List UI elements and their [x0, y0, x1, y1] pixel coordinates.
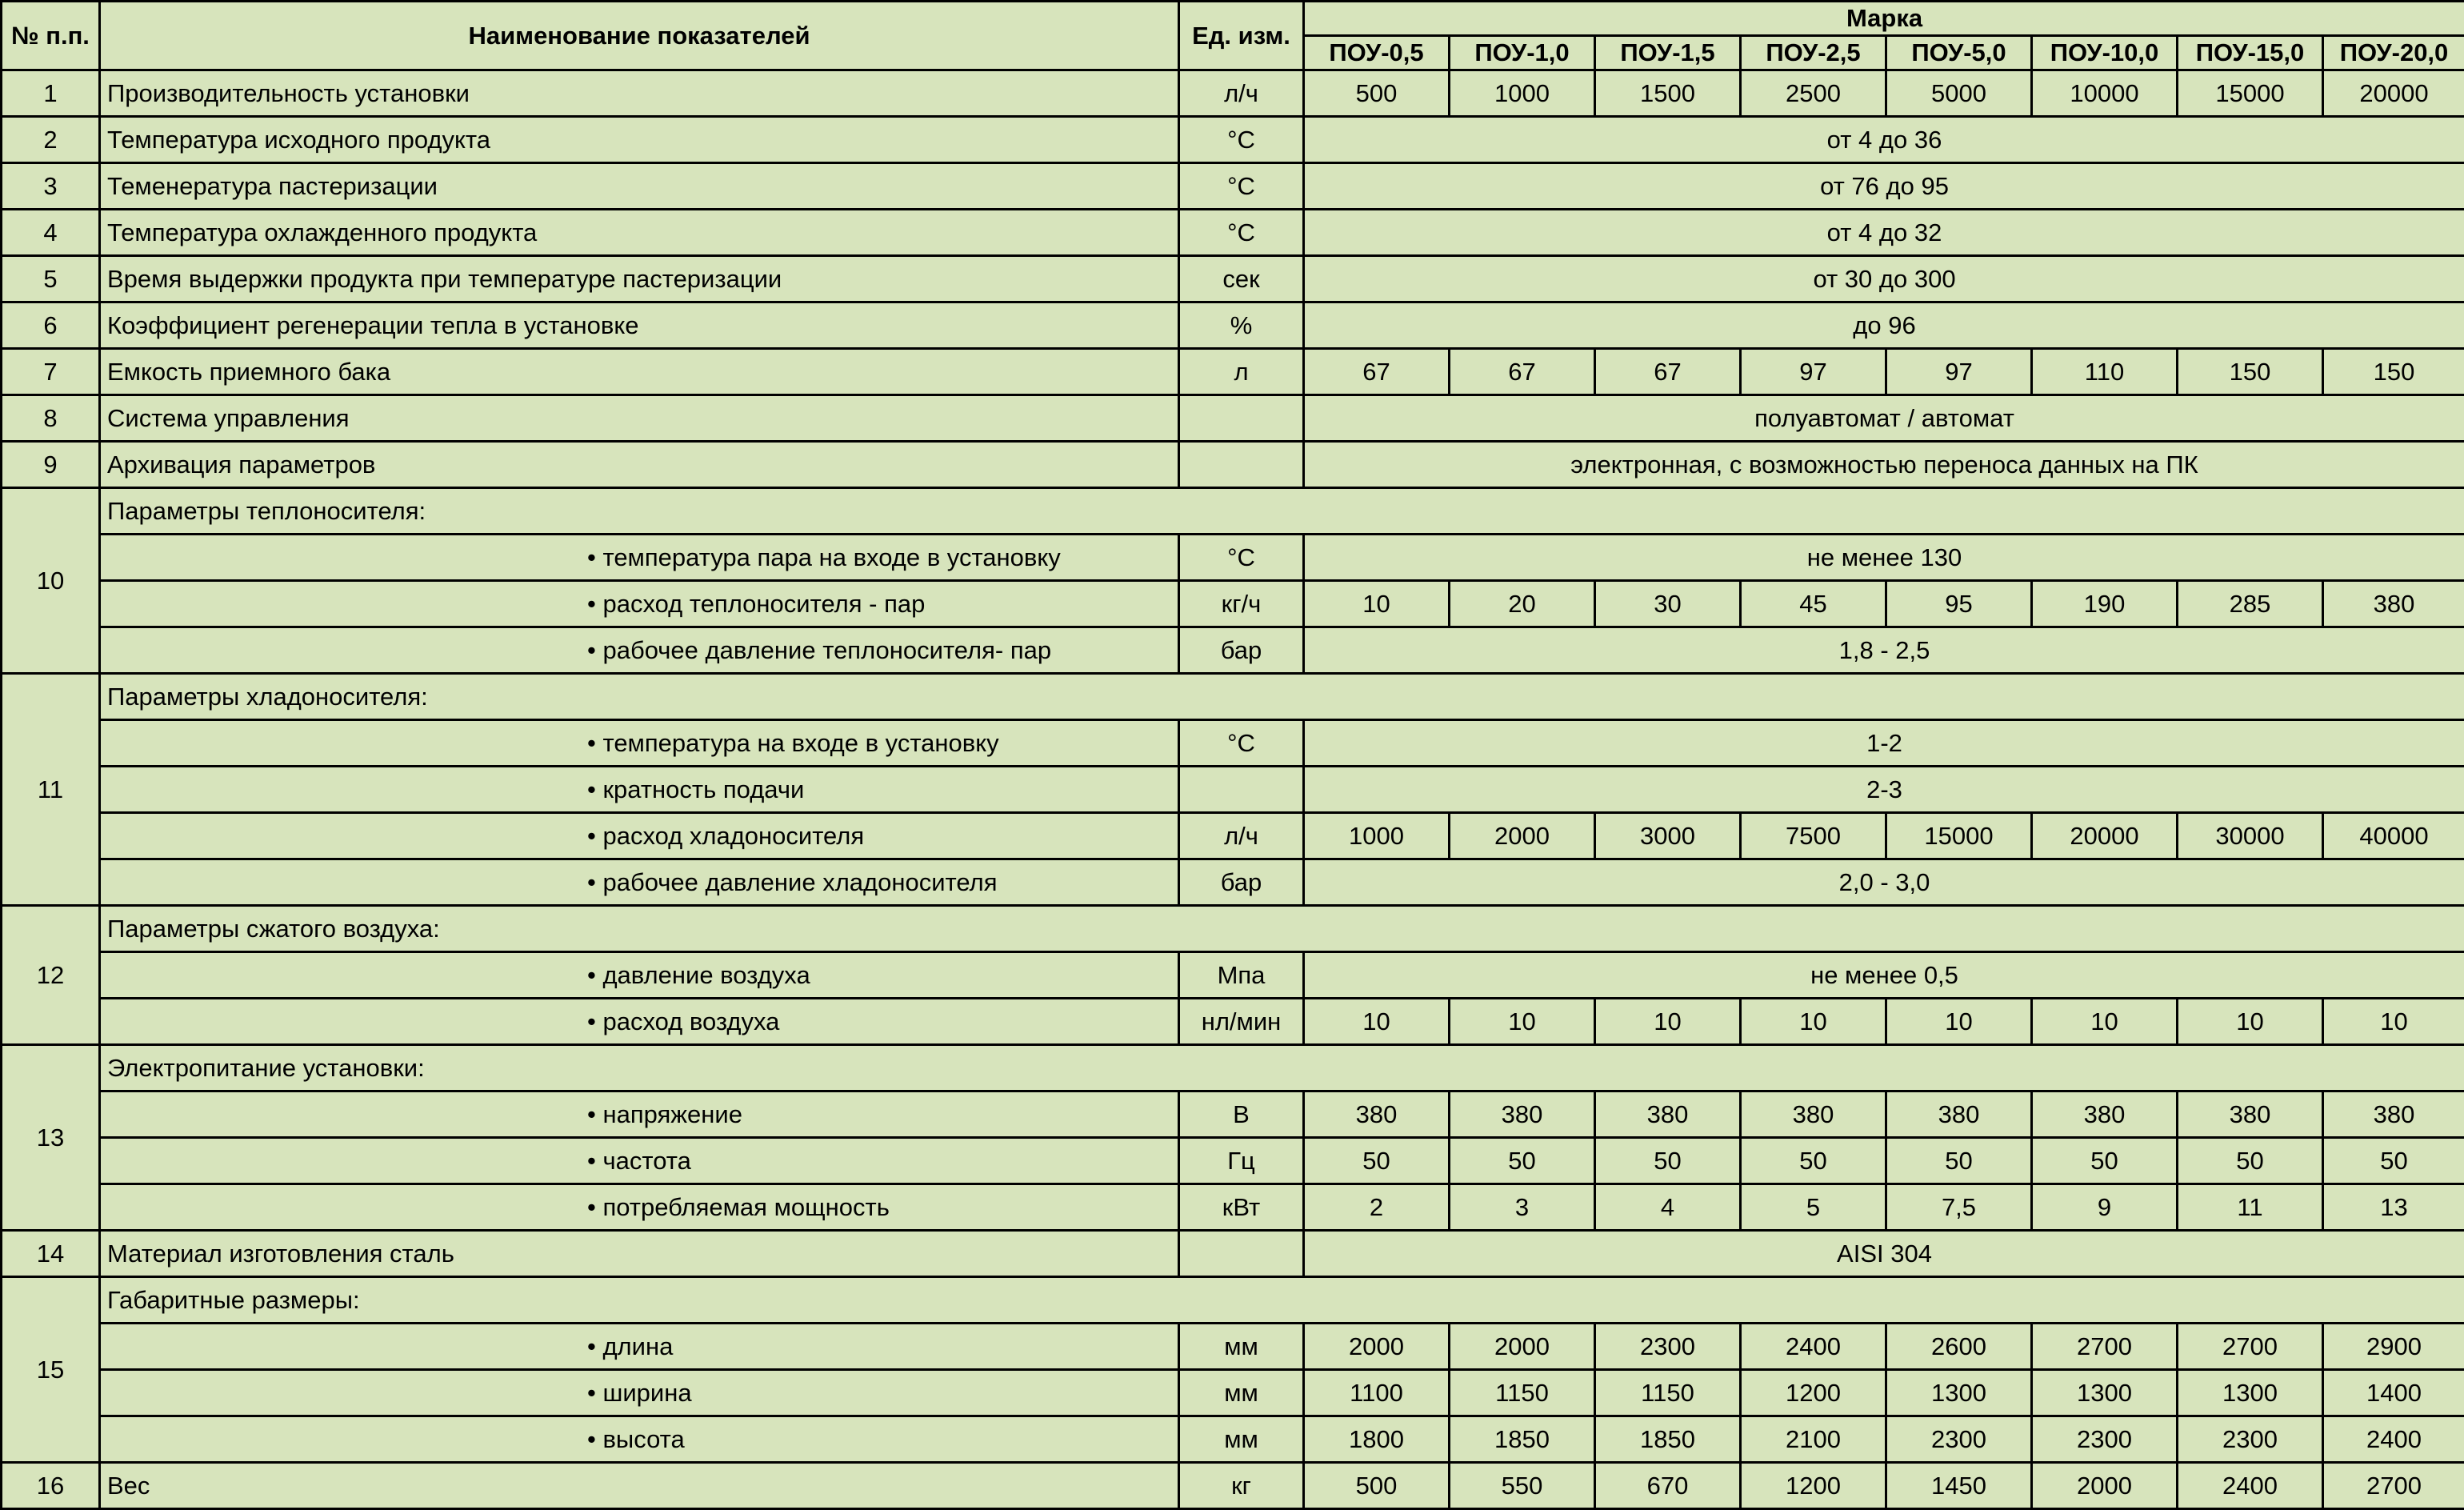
subparameter-name: • высота — [587, 1425, 685, 1454]
unit-cell — [1179, 395, 1304, 442]
value-cell: 50 — [2323, 1138, 2464, 1184]
value-cell: 1200 — [1741, 1370, 1886, 1416]
value-cell: 1300 — [2178, 1370, 2323, 1416]
value-cell: 4 — [1595, 1184, 1741, 1231]
table-row — [2, 163, 2464, 210]
value-cell: 2600 — [1886, 1324, 2032, 1370]
value-cell: 2 — [1304, 1184, 1450, 1231]
unit-cell: бар — [1179, 859, 1304, 906]
unit-cell: кВт — [1179, 1184, 1304, 1231]
unit-cell: бар — [1179, 627, 1304, 674]
table-row — [2, 1231, 2464, 1277]
value-cell: 2400 — [1741, 1324, 1886, 1370]
row-number: 4 — [2, 210, 100, 256]
merged-value-cell: не менее 0,5 — [1304, 952, 2464, 999]
table-row — [2, 1463, 2464, 1509]
value-cell: 13 — [2323, 1184, 2464, 1231]
value-cell: 20000 — [2032, 813, 2178, 859]
value-cell: 30000 — [2178, 813, 2323, 859]
row-number: 2 — [2, 117, 100, 163]
unit-cell: л/ч — [1179, 813, 1304, 859]
unit-cell: % — [1179, 302, 1304, 349]
table-row — [2, 70, 2464, 117]
value-cell: 1850 — [1595, 1416, 1741, 1463]
unit-cell: °С — [1179, 535, 1304, 581]
value-cell: 95 — [1886, 581, 2032, 627]
value-cell: 50 — [1886, 1138, 2032, 1184]
header-model: ПОУ-15,0 — [2178, 36, 2323, 70]
value-cell: 380 — [1886, 1091, 2032, 1138]
value-cell: 5000 — [1886, 70, 2032, 117]
value-cell: 97 — [1741, 349, 1886, 395]
table-subrow — [2, 767, 2464, 813]
subparameter-name-cell — [100, 1138, 1179, 1184]
value-cell: 2000 — [1450, 813, 1595, 859]
value-cell: 1200 — [1741, 1463, 1886, 1509]
merged-value-cell: не менее 130 — [1304, 535, 2464, 581]
value-cell: 11 — [2178, 1184, 2323, 1231]
value-cell: 10 — [2323, 999, 2464, 1045]
table-subrow — [2, 952, 2464, 999]
parameter-name: Температура охлажденного продукта — [100, 210, 1179, 256]
value-cell: 2000 — [1304, 1324, 1450, 1370]
table-subrow — [2, 999, 2464, 1045]
value-cell: 380 — [1450, 1091, 1595, 1138]
value-cell: 5 — [1741, 1184, 1886, 1231]
table-subrow — [2, 720, 2464, 767]
row-number: 11 — [2, 674, 100, 906]
value-cell: 1450 — [1886, 1463, 2032, 1509]
header-model: ПОУ-5,0 — [1886, 36, 2032, 70]
row-number: 8 — [2, 395, 100, 442]
value-cell: 50 — [2032, 1138, 2178, 1184]
subparameter-name-cell — [100, 1370, 1179, 1416]
subparameter-name: • ширина — [587, 1379, 692, 1408]
header-model: ПОУ-2,5 — [1741, 36, 1886, 70]
row-number: 7 — [2, 349, 100, 395]
row-number: 15 — [2, 1277, 100, 1463]
row-number: 13 — [2, 1045, 100, 1231]
merged-value-cell: полуавтомат / автомат — [1304, 395, 2464, 442]
subparameter-name: • напряжение — [587, 1100, 742, 1129]
subparameter-name: • частота — [587, 1147, 691, 1176]
value-cell: 20000 — [2323, 70, 2464, 117]
unit-cell: нл/мин — [1179, 999, 1304, 1045]
value-cell: 50 — [2178, 1138, 2323, 1184]
value-cell: 10 — [1304, 581, 1450, 627]
value-cell: 1300 — [2032, 1370, 2178, 1416]
parameter-name: Электропитание установки: — [100, 1045, 2464, 1091]
table-row — [2, 1277, 2464, 1324]
subparameter-name-cell — [100, 535, 1179, 581]
value-cell: 10 — [1595, 999, 1741, 1045]
subparameter-name: • потребляемая мощность — [587, 1193, 890, 1222]
value-cell: 30 — [1595, 581, 1741, 627]
unit-cell: кг — [1179, 1463, 1304, 1509]
value-cell: 67 — [1595, 349, 1741, 395]
value-cell: 3000 — [1595, 813, 1741, 859]
value-cell: 380 — [2323, 1091, 2464, 1138]
row-number: 16 — [2, 1463, 100, 1509]
parameter-name: Архивация параметров — [100, 442, 1179, 488]
value-cell: 550 — [1450, 1463, 1595, 1509]
merged-value-cell: до 96 — [1304, 302, 2464, 349]
table-subrow — [2, 1184, 2464, 1231]
table-body — [2, 70, 2464, 1509]
value-cell: 20 — [1450, 581, 1595, 627]
value-cell: 15000 — [2178, 70, 2323, 117]
table-row — [2, 349, 2464, 395]
value-cell: 1300 — [1886, 1370, 2032, 1416]
value-cell: 2400 — [2178, 1463, 2323, 1509]
merged-value-cell: 1,8 - 2,5 — [1304, 627, 2464, 674]
value-cell: 7500 — [1741, 813, 1886, 859]
parameter-name: Параметры хладоносителя: — [100, 674, 2464, 720]
table-row — [2, 302, 2464, 349]
value-cell: 285 — [2178, 581, 2323, 627]
table-subrow — [2, 859, 2464, 906]
header-model: ПОУ-0,5 — [1304, 36, 1450, 70]
value-cell: 670 — [1595, 1463, 1741, 1509]
subparameter-name: • температура на входе в установку — [587, 729, 999, 758]
parameter-name: Система управления — [100, 395, 1179, 442]
value-cell: 10 — [1304, 999, 1450, 1045]
subparameter-name-cell — [100, 952, 1179, 999]
value-cell: 67 — [1450, 349, 1595, 395]
value-cell: 2700 — [2178, 1324, 2323, 1370]
value-cell: 1850 — [1450, 1416, 1595, 1463]
subparameter-name-cell — [100, 1091, 1179, 1138]
subparameter-name: • рабочее давление теплоносителя- пар — [587, 636, 1051, 665]
table-subrow — [2, 581, 2464, 627]
value-cell: 2700 — [2323, 1463, 2464, 1509]
row-number: 9 — [2, 442, 100, 488]
row-number: 14 — [2, 1231, 100, 1277]
row-number: 6 — [2, 302, 100, 349]
subparameter-name-cell — [100, 767, 1179, 813]
table-row — [2, 1045, 2464, 1091]
value-cell: 2700 — [2032, 1324, 2178, 1370]
value-cell: 7,5 — [1886, 1184, 2032, 1231]
unit-cell — [1179, 442, 1304, 488]
table-row — [2, 906, 2464, 952]
merged-value-cell: 1-2 — [1304, 720, 2464, 767]
value-cell: 2300 — [1886, 1416, 2032, 1463]
value-cell: 10 — [1450, 999, 1595, 1045]
table-row — [2, 256, 2464, 302]
value-cell: 380 — [1741, 1091, 1886, 1138]
parameter-name: Температура исходного продукта — [100, 117, 1179, 163]
subparameter-name-cell — [100, 627, 1179, 674]
subparameter-name: • расход хладоносителя — [587, 822, 864, 851]
value-cell: 10000 — [2032, 70, 2178, 117]
value-cell: 2300 — [1595, 1324, 1741, 1370]
merged-value-cell: от 4 до 36 — [1304, 117, 2464, 163]
parameter-name: Габаритные размеры: — [100, 1277, 2464, 1324]
parameter-name: Емкость приемного бака — [100, 349, 1179, 395]
parameter-name: Параметры сжатого воздуха: — [100, 906, 2464, 952]
table-subrow — [2, 1324, 2464, 1370]
unit-cell: °С — [1179, 210, 1304, 256]
value-cell: 2000 — [2032, 1463, 2178, 1509]
value-cell: 97 — [1886, 349, 2032, 395]
table-subrow — [2, 1416, 2464, 1463]
header-unit: Ед. изм. — [1179, 2, 1304, 70]
value-cell: 2100 — [1741, 1416, 1886, 1463]
merged-value-cell: AISI 304 — [1304, 1231, 2464, 1277]
table-row — [2, 674, 2464, 720]
value-cell: 1000 — [1304, 813, 1450, 859]
subparameter-name: • давление воздуха — [587, 961, 810, 990]
value-cell: 380 — [2178, 1091, 2323, 1138]
subparameter-name-cell — [100, 1184, 1179, 1231]
header-model: ПОУ-1,5 — [1595, 36, 1741, 70]
table-row — [2, 117, 2464, 163]
value-cell: 380 — [1595, 1091, 1741, 1138]
value-cell: 2300 — [2178, 1416, 2323, 1463]
subparameter-name-cell — [100, 1416, 1179, 1463]
table-subrow — [2, 1091, 2464, 1138]
unit-cell: сек — [1179, 256, 1304, 302]
value-cell: 380 — [2032, 1091, 2178, 1138]
subparameter-name: • кратность подачи — [587, 775, 804, 804]
table-row — [2, 395, 2464, 442]
unit-cell: Мпа — [1179, 952, 1304, 999]
header-model: ПОУ-1,0 — [1450, 36, 1595, 70]
value-cell: 10 — [1886, 999, 2032, 1045]
value-cell: 67 — [1304, 349, 1450, 395]
unit-cell: °С — [1179, 163, 1304, 210]
table-subrow — [2, 1138, 2464, 1184]
unit-cell: мм — [1179, 1370, 1304, 1416]
merged-value-cell: от 4 до 32 — [1304, 210, 2464, 256]
value-cell: 1000 — [1450, 70, 1595, 117]
merged-value-cell: 2-3 — [1304, 767, 2464, 813]
value-cell: 1100 — [1304, 1370, 1450, 1416]
subparameter-name-cell — [100, 859, 1179, 906]
table-subrow — [2, 1370, 2464, 1416]
parameter-name: Материал изготовления сталь — [100, 1231, 1179, 1277]
unit-cell: мм — [1179, 1416, 1304, 1463]
value-cell: 1150 — [1595, 1370, 1741, 1416]
value-cell: 45 — [1741, 581, 1886, 627]
value-cell: 9 — [2032, 1184, 2178, 1231]
header-row-top — [2, 2, 2464, 36]
subparameter-name-cell — [100, 813, 1179, 859]
value-cell: 2500 — [1741, 70, 1886, 117]
unit-cell: л — [1179, 349, 1304, 395]
value-cell: 1400 — [2323, 1370, 2464, 1416]
value-cell: 50 — [1595, 1138, 1741, 1184]
subparameter-name: • расход воздуха — [587, 1007, 779, 1036]
row-number: 12 — [2, 906, 100, 1045]
unit-cell: °С — [1179, 117, 1304, 163]
table-row — [2, 488, 2464, 535]
unit-cell: мм — [1179, 1324, 1304, 1370]
value-cell: 50 — [1450, 1138, 1595, 1184]
unit-cell — [1179, 1231, 1304, 1277]
subparameter-name: • температура пара на входе в установку — [587, 543, 1061, 572]
value-cell: 1150 — [1450, 1370, 1595, 1416]
subparameter-name-cell — [100, 999, 1179, 1045]
header-brand: Марка — [1304, 2, 2464, 36]
value-cell: 2300 — [2032, 1416, 2178, 1463]
value-cell: 2000 — [1450, 1324, 1595, 1370]
value-cell: 190 — [2032, 581, 2178, 627]
value-cell: 10 — [2032, 999, 2178, 1045]
header-num: № п.п. — [2, 2, 100, 70]
parameter-name: Коэффициент регенерации тепла в установке — [100, 302, 1179, 349]
unit-cell: кг/ч — [1179, 581, 1304, 627]
parameter-name: Время выдержки продукта при температуре пастеризации — [100, 256, 1179, 302]
unit-cell: °С — [1179, 720, 1304, 767]
header-name: Наименование показателей — [100, 2, 1179, 70]
value-cell: 1800 — [1304, 1416, 1450, 1463]
value-cell: 500 — [1304, 1463, 1450, 1509]
table-row — [2, 210, 2464, 256]
value-cell: 110 — [2032, 349, 2178, 395]
value-cell: 50 — [1741, 1138, 1886, 1184]
parameter-name: Производительность установки — [100, 70, 1179, 117]
value-cell: 15000 — [1886, 813, 2032, 859]
value-cell: 500 — [1304, 70, 1450, 117]
row-number: 5 — [2, 256, 100, 302]
subparameter-name: • расход теплоносителя - пар — [587, 590, 925, 619]
value-cell: 50 — [1304, 1138, 1450, 1184]
value-cell: 380 — [2323, 581, 2464, 627]
subparameter-name: • рабочее давление хладоносителя — [587, 868, 997, 897]
value-cell: 10 — [1741, 999, 1886, 1045]
value-cell: 3 — [1450, 1184, 1595, 1231]
table-subrow — [2, 813, 2464, 859]
merged-value-cell: от 30 до 300 — [1304, 256, 2464, 302]
value-cell: 2900 — [2323, 1324, 2464, 1370]
parameter-name: Параметры теплоносителя: — [100, 488, 2464, 535]
value-cell: 2400 — [2323, 1416, 2464, 1463]
row-number: 3 — [2, 163, 100, 210]
subparameter-name-cell — [100, 581, 1179, 627]
row-number: 1 — [2, 70, 100, 117]
merged-value-cell: 2,0 - 3,0 — [1304, 859, 2464, 906]
merged-value-cell: электронная, с возможностью переноса данных на ПК — [1304, 442, 2464, 488]
parameter-name: Теменература пастеризации — [100, 163, 1179, 210]
value-cell: 1500 — [1595, 70, 1741, 117]
table-subrow — [2, 535, 2464, 581]
unit-cell: л/ч — [1179, 70, 1304, 117]
value-cell: 10 — [2178, 999, 2323, 1045]
header-model: ПОУ-10,0 — [2032, 36, 2178, 70]
parameter-name: Вес — [100, 1463, 1179, 1509]
unit-cell — [1179, 767, 1304, 813]
subparameter-name: • длина — [587, 1332, 673, 1361]
table-row — [2, 442, 2464, 488]
subparameter-name-cell — [100, 1324, 1179, 1370]
header-model: ПОУ-20,0 — [2323, 36, 2464, 70]
value-cell: 150 — [2178, 349, 2323, 395]
value-cell: 40000 — [2323, 813, 2464, 859]
value-cell: 380 — [1304, 1091, 1450, 1138]
merged-value-cell: от 76 до 95 — [1304, 163, 2464, 210]
unit-cell: Гц — [1179, 1138, 1304, 1184]
row-number: 10 — [2, 488, 100, 674]
table-subrow — [2, 627, 2464, 674]
unit-cell: В — [1179, 1091, 1304, 1138]
value-cell: 150 — [2323, 349, 2464, 395]
subparameter-name-cell — [100, 720, 1179, 767]
